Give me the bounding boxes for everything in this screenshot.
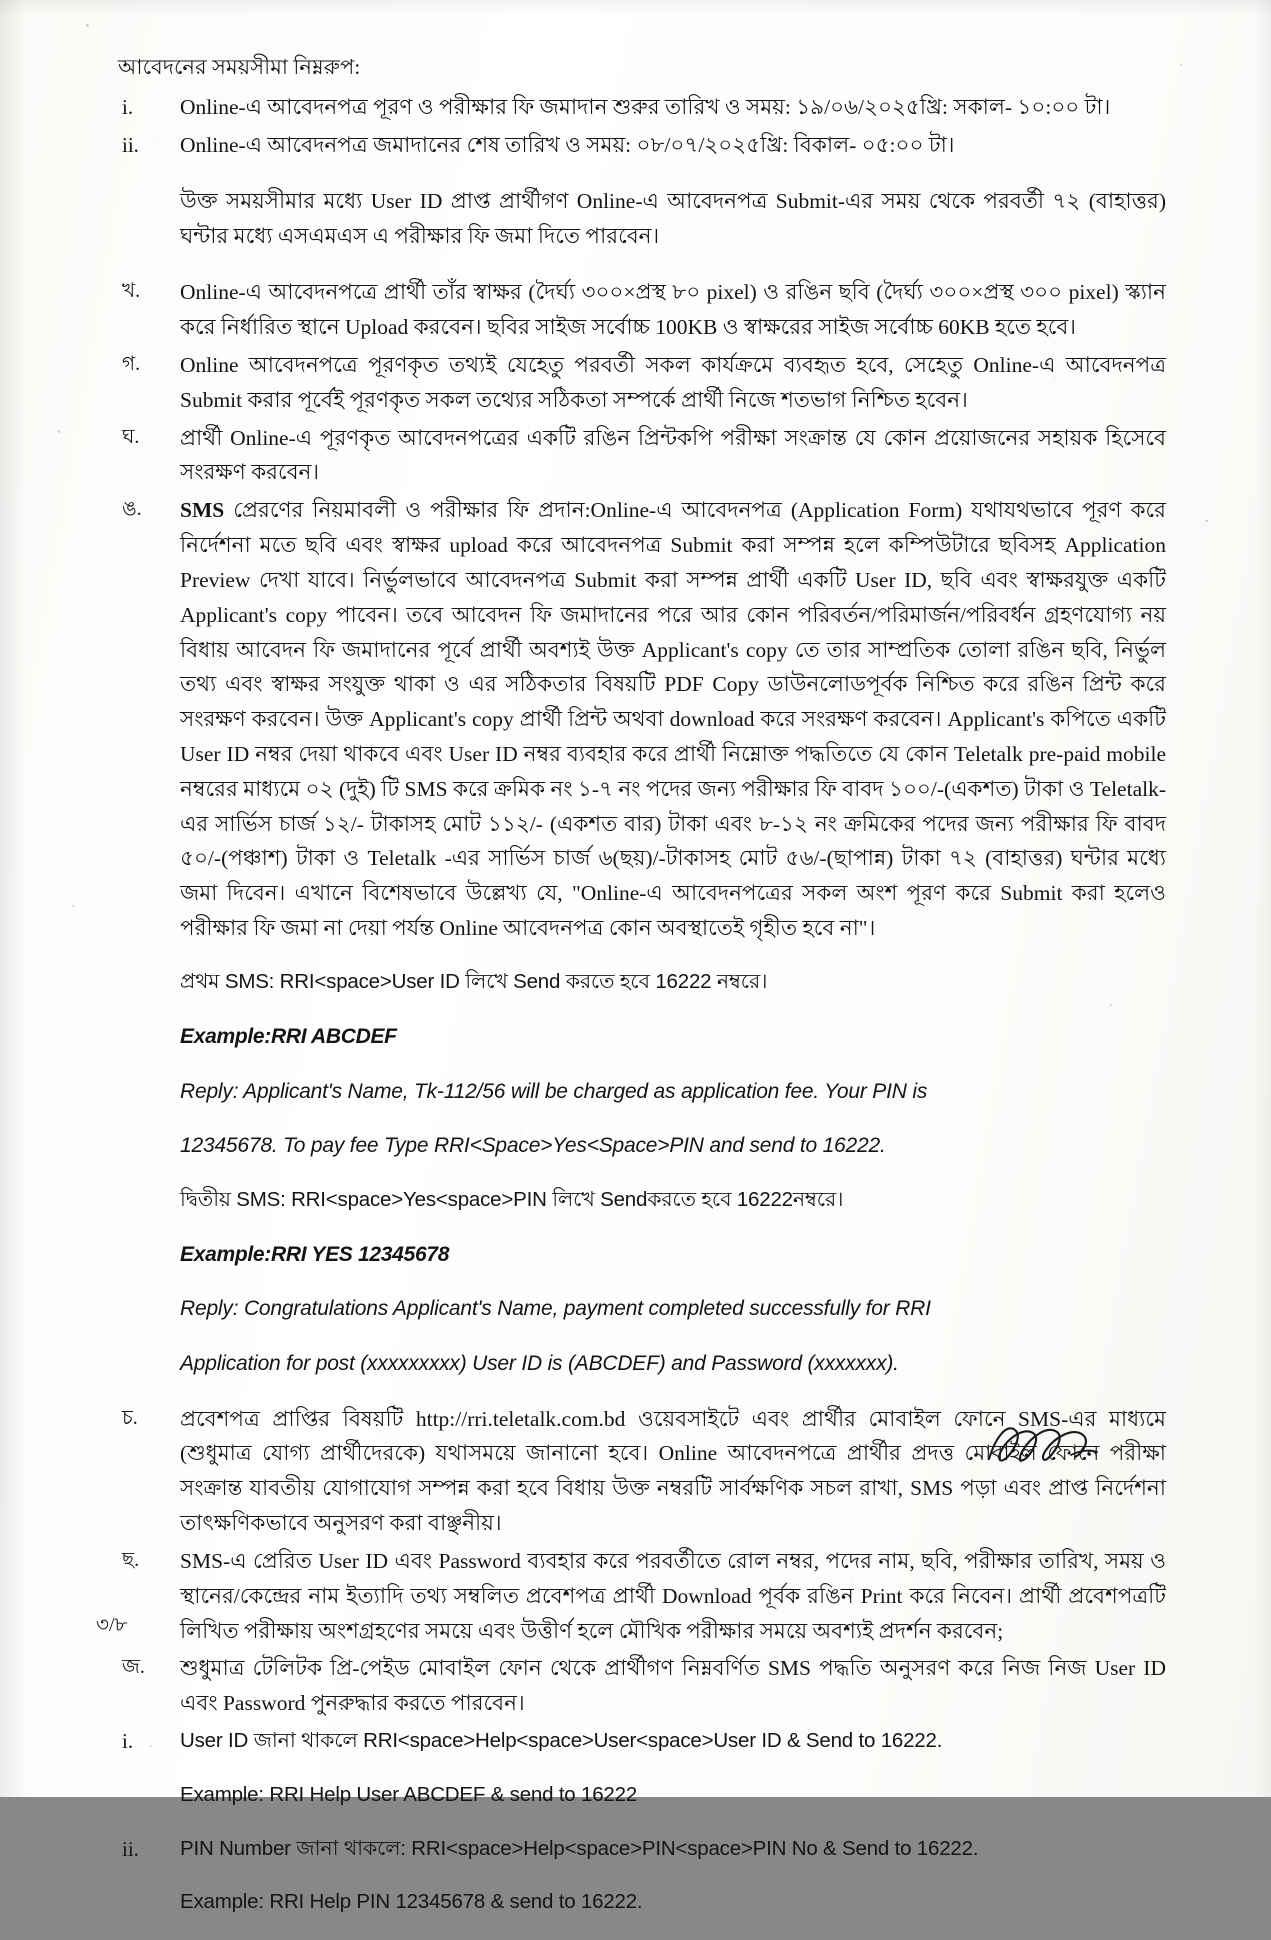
clause-chha bbox=[118, 1544, 1166, 1648]
timeline-item-1 bbox=[118, 90, 1166, 125]
sms-example-2: Example:RRI YES 12345678 bbox=[180, 1242, 450, 1266]
sms-reply-2-line-1: Reply: Congratulations Applicant's Name, payment completed successfully for RRI bbox=[180, 1297, 931, 1321]
scan-edge-shadow-top bbox=[0, 0, 1271, 16]
clause-text: প্রবেশপত্র প্রাপ্তির বিষয়টি http://rri.teletalk.com.bd ওয়েবসাইটে এবং প্রার্থীর মোবাইল ফোনে SMS-এর মাধ্যমে (শুধুমাত্র যোগ্য প্রার্থীদেরকে) যথাসময়ে জানানো হবে। Online আবেদনপত্রে প্রার্থীর প্রদত্ত মোবাইল ফোনে পরীক্ষা সংক্রান্ত যাবতীয় যোগাযোগ সম্পন্ন করা হবে বিধায় উক্ত নম্বরটি সার্বক্ষণিক সচল রাখা, SMS পড়া এবং প্রাপ্ত নির্দেশনা তাৎক্ষণিকভাবে অনুসরণ করা বাঞ্ছনীয়। bbox=[180, 1406, 1166, 1536]
list-marker: চ. bbox=[122, 1406, 138, 1429]
scan-speckle bbox=[58, 430, 60, 433]
scan-speckle bbox=[72, 905, 74, 907]
sms-reply-2-line-2: Application for post (xxxxxxxxx) User ID is (ABCDEF) and Password (xxxxxxx). bbox=[180, 1352, 899, 1376]
list-marker: i. bbox=[122, 1729, 134, 1754]
clause-gha bbox=[118, 421, 1166, 491]
list-marker: ছ. bbox=[122, 1548, 140, 1571]
sms-reply-1-line-2: 12345678. To pay fee Type RRI<Space>Yes<Space>PIN and send to 16222. bbox=[180, 1134, 886, 1158]
timeline-note: উক্ত সময়সীমার মধ্যে User ID প্রাপ্ত প্রার্থীগণ Online-এ আবেদনপত্র Submit-এর সময় থেকে পরবর্তী ৭২ (বাহাত্তর) ঘন্টার মধ্যে এসএমএস এ পরীক্ষার ফি জমা দিতে পারবেন। bbox=[180, 189, 1166, 248]
list-marker: গ. bbox=[122, 352, 141, 375]
clause-text: Online-এ আবেদনপত্রে প্রার্থী তাঁর স্বাক্ষর (দৈর্ঘ্য ৩০০×প্রস্থ ৮০ pixel) ও রঙিন ছবি (দৈর্ঘ্য ৩০০×প্রস্থ ৩০০ pixel) স্ক্যান করে নির্ধারিত স্থানে Upload করবেন। ছবির সাইজ সর্বোচ্চ 100KB ও স্বাক্ষরের সাইজ সর্বোচ্চ 60KB হতে হবে। bbox=[180, 280, 1166, 340]
clause-text: শুধুমাত্র টেলিটক প্রি-পেইড মোবাইল ফোন থেকে প্রার্থীগণ নিম্নবর্ণিত SMS পদ্ধতি অনুসরণ করে নিজ নিজ User ID এবং Password পুনরুদ্ধার করতে পারবেন। bbox=[180, 1656, 1166, 1716]
sms-reply-1-line-1: Reply: Applicant's Name, Tk-112/56 will be charged as application fee. Your PIN is bbox=[180, 1079, 928, 1103]
handwritten-signature bbox=[983, 1415, 1103, 1475]
list-marker: ii. bbox=[122, 1836, 139, 1861]
clause-ja bbox=[118, 1651, 1166, 1721]
clause-text: প্রার্থী Online-এ পূরণকৃত আবেদনপত্রের একটি রঙিন প্রিন্টকপি পরীক্ষা সংক্রান্ত যে কোন প্রয়োজনের সহায়ক হিসেবে সংরক্ষণ করবেন। bbox=[180, 425, 1166, 485]
list-marker: জ. bbox=[122, 1656, 145, 1679]
second-sms-instruction: দ্বিতীয় SMS: RRI<space>Yes<space>PIN লিখে Sendকরতে হবে 16222নম্বরে। bbox=[180, 1188, 844, 1212]
timeline-item-2 bbox=[118, 128, 1166, 163]
help-item-text: User ID জানা থাকলে RRI<space>Help<space>User<space>User ID & Send to 16222. bbox=[180, 1729, 943, 1753]
clause-text: SMS-এ প্রেরিত User ID এবং Password ব্যবহার করে পরবর্তীতে রোল নম্বর, পদের নাম, ছবি, পরীক্ষার তারিখ, সময় ও স্থানের/কেন্দ্রের নাম ইত্যাদি তথ্য সম্বলিত প্রবেশপত্র প্রার্থী Download পূর্বক রঙিন Print করে নিবেন। প্রার্থী প্রবেশপত্রটি লিখিত পরীক্ষায় অংশগ্রহণের সময়ে এবং উত্তীর্ণ হলে মৌখিক পরীক্ষার সময়ে অবশ্যই প্রদর্শন করবেন; bbox=[180, 1548, 1166, 1643]
sms-example-1: Example:RRI ABCDEF bbox=[180, 1025, 397, 1049]
scan-edge-shadow-right bbox=[1253, 0, 1271, 1797]
clause-uo-sms bbox=[118, 493, 1166, 946]
clause-text: Online আবেদনপত্রে পূরণকৃত তথ্যই যেহেতু পরবর্তী সকল কার্যক্রমে ব্যবহৃত হবে, সেহেতু Online-এ আবেদনপত্র Submit করার পূর্বেই পূরণকৃত সকল তথ্যের সঠিকতা সম্পর্কে প্রার্থী নিজে শতভাগ নিশ্চিত হবেন। bbox=[180, 352, 1166, 412]
timeline-item-text: Online-এ আবেদনপত্র পূরণ ও পরীক্ষার ফি জমাদান শুরুর তারিখ ও সময়: ১৯/০৬/২০২৫খ্রি: সকাল- ১০:০০ টা। bbox=[180, 94, 1111, 119]
clause-ga bbox=[118, 348, 1166, 418]
help-example-1: Example: RRI Help User ABCDEF & send to 16222 bbox=[180, 1782, 638, 1806]
scan-speckle bbox=[1180, 64, 1182, 66]
help-item-1 bbox=[118, 1724, 1166, 1758]
list-marker: খ. bbox=[122, 280, 141, 303]
sms-clause-text bbox=[180, 493, 1166, 946]
page-number: ৩/৮ bbox=[96, 1614, 128, 1636]
timeline-item-text: Online-এ আবেদনপত্র জমাদানের শেষ তারিখ ও সময়: ০৮/০৭/২০২৫খ্রি: বিকাল- ০৫:০০ টা। bbox=[180, 132, 955, 157]
list-marker: ঘ. bbox=[122, 425, 140, 448]
scan-speckle bbox=[86, 24, 89, 27]
scan-speckle bbox=[1205, 520, 1208, 522]
list-marker: ii. bbox=[122, 132, 139, 157]
list-marker: i. bbox=[122, 94, 134, 119]
sms-clause-paragraph: প্রেরণের নিয়মাবলী ও পরীক্ষার ফি প্রদান:Online-এ আবেদনপত্র (Application Form) যথাযথভাবে পূরণ করে নির্দেশনা মতে ছবি এবং স্বাক্ষর upload করে আবেদনপত্র Submit করা সম্পন্ন হলে কম্পিউটারে ছবিসহ Application Preview দেখা যাবে। নির্ভুলভাবে আবেদনপত্র Submit করা সম্পন্ন প্রার্থী একটি User ID, ছবি এবং স্বাক্ষরযুক্ত একটি Applicant's copy পাবেন। তবে আবেদন ফি জমাদানের পরে আর কোন পরিবর্তন/পরিমার্জন/পরিবর্ধন গ্রহণযোগ্য নয় বিধায় আবেদন ফি জমাদানের পূর্বে প্রার্থী অবশ্যই উক্ত Applicant's copy তে তার সাম্প্রতিক তোলা রঙিন ছবি, নির্ভুল তথ্য এবং স্বাক্ষর সংযুক্ত থাকা ও এর সঠিকতার বিষয়টি PDF Copy ডাউনলোডপূর্বক নিশ্চিত করে রঙিন প্রিন্ট করে সংরক্ষণ করবেন। উক্ত Applicant's copy প্রার্থী প্রিন্ট অথবা download করে সংরক্ষণ করবেন। Applicant's কপিতে একটি User ID নম্বর দেয়া থাকবে এবং User ID নম্বর ব্যবহার করে প্রার্থী নিম্নোক্ত পদ্ধতিতে যে কোন Teletalk pre-paid mobile নম্বরের মাধ্যমে ০২ (দুই) টি SMS করে ক্রমিক নং ১-৭ নং পদের জন্য পরীক্ষার ফি বাবদ ১০০/-(একশত) টাকা ও Teletalk-এর সার্ভিস চার্জ ১২/- টাকাসহ মোট ১১২/- (একশত বার) টাকা এবং ৮-১২ নং ক্রমিকের পদের জন্য পরীক্ষার ফি বাবদ ৫০/-(পঞ্চাশ) টাকা ও Teletalk -এর সার্ভিস চার্জ ৬(ছয়)/-টাকাসহ মোট ৫৬/-(ছাপান্ন) টাকা ৭২ (বাহাত্তর) ঘন্টার মধ্যে জমা দিবেন। এখানে বিশেষভাবে উল্লেখ্য যে, "Online-এ আবেদনপত্রের সকল অংশ পূরণ করে Submit করা হলেও পরীক্ষার ফি জমা না দেয়া পর্যন্ত Online আবেদনপত্র কোন অবস্থাতেই গৃহীত হবে না"। bbox=[180, 498, 1167, 941]
document-body bbox=[118, 52, 1166, 1940]
first-sms-instruction: প্রথম SMS: RRI<space>User ID লিখে Send করতে হবে 16222 নম্বরে। bbox=[180, 970, 768, 994]
sms-clause-lead: SMS bbox=[180, 498, 225, 523]
clause-kha bbox=[118, 275, 1166, 345]
help-item-2 bbox=[118, 1832, 1166, 1866]
section-heading: আবেদনের সময়সীমা নিম্নরুপ: bbox=[118, 55, 361, 79]
help-example-2: Example: RRI Help PIN 12345678 & send to 16222. bbox=[180, 1890, 643, 1914]
list-marker: ঙ. bbox=[122, 498, 142, 521]
help-item-text: PIN Number জানা থাকলে: RRI<space>Help<space>PIN<space>PIN No & Send to 16222. bbox=[180, 1836, 979, 1860]
scan-edge-shadow-left bbox=[0, 0, 26, 1797]
